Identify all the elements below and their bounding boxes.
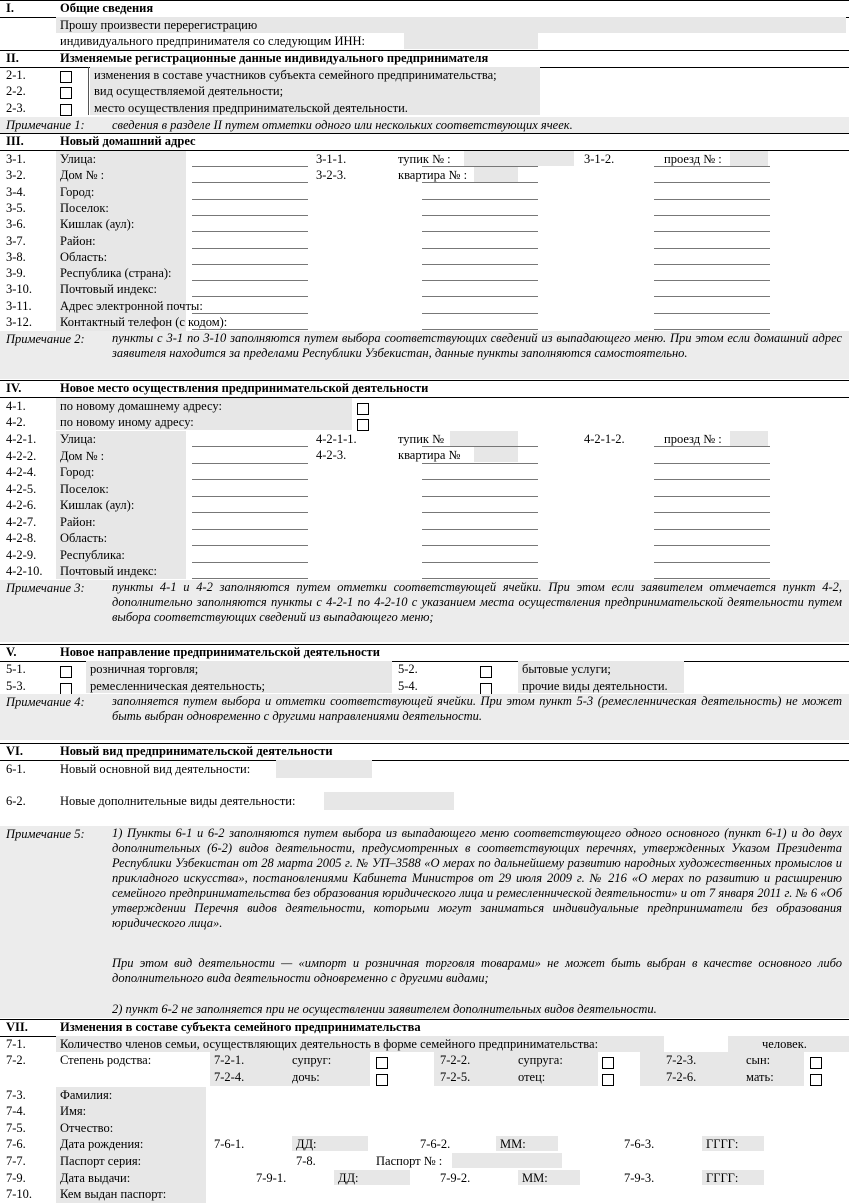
field-label: Новый основной вид деятельности: — [60, 762, 251, 776]
section-title: Общие сведения — [60, 1, 154, 15]
blank-line — [422, 299, 538, 314]
note-label: Примечание 5: — [6, 827, 85, 841]
note-text: 1) Пункты 6-1 и 6-2 заполняются путем выбора из выпадающего меню соответствующего одного основного (пункт 6-1) и до двух дополнительных (6-2) видов деятельности, предусмотренных в соответствующих перечнях, утвержденных Указом Президента Республики Узбекистан от 28 марта 2005 г. № УП–3588 «О мерах по дальнейшему развитию народных художественных промыслов и прикладного искусства», постановлениями Кабинета Министров от 29 июля 2009 г. № 216 «О мерах по развитию и расширению семейного предпринимательства без образования юридического лица и ремесленнической деятельности» и от 7 января 2011 г. № 6 «Об утверждении Перечня видов деятельности, которыми могут заниматься индивидуальные предприниматели без образования юридического лица». — [112, 826, 842, 930]
business-address-input[interactable] — [192, 531, 308, 546]
item-number: 7-6-1. — [214, 1137, 245, 1151]
item-number: 3-1. — [6, 152, 26, 166]
home-address-input[interactable] — [192, 217, 308, 232]
item-number: 7-6-3. — [624, 1137, 655, 1151]
item-number: 7-2. — [6, 1053, 26, 1067]
field-label: Поселок: — [60, 200, 109, 215]
field-label: Количество членов семьи, осуществляющих деятельность в форме семейного предпринимательства: — [60, 1037, 599, 1051]
item-number: 7-6-2. — [420, 1137, 451, 1151]
blank-line — [654, 250, 770, 265]
home-address-input[interactable] — [192, 168, 308, 183]
field-label: тупик № — [398, 432, 445, 446]
section-number: VII. — [6, 1020, 28, 1034]
home-address-input[interactable] — [192, 299, 308, 314]
item-number: 7-2-6. — [666, 1070, 697, 1084]
blank-line — [422, 185, 538, 200]
item-number: 7-5. — [6, 1121, 26, 1135]
business-address-input[interactable] — [192, 432, 308, 447]
item-number: 2-1. — [6, 68, 26, 82]
blank-line — [654, 548, 770, 563]
item-number: 7-3. — [6, 1088, 26, 1102]
item-number: 4-2-6. — [6, 498, 37, 512]
item-number: 4-2-2. — [6, 448, 37, 463]
option-label: по новому домашнему адресу: — [60, 399, 222, 413]
note-text: 2) пункт 6-2 не заполняется при не осуществлении заявителем дополнительных видов деятельности. — [112, 1002, 657, 1016]
section-number: V. — [6, 645, 17, 659]
field-label: Район: — [60, 514, 96, 529]
blank-line — [654, 465, 770, 480]
option-label: изменения в составе участников субъекта семейного предпринимательства; — [94, 68, 497, 82]
members-count-field[interactable] — [664, 1036, 728, 1052]
business-address-input[interactable] — [192, 564, 308, 579]
checkbox-wife[interactable] — [602, 1057, 614, 1069]
blank-line — [654, 168, 770, 183]
option-label: розничная торговля; — [90, 662, 199, 676]
field-apartment[interactable] — [474, 447, 518, 462]
note-text: заполняется путем выбора и отметки соответствующей ячейки. При этом пункт 5-3 (ремесленническая деятельность) не может быть выбран одновременно с другими направлениями деятельности. — [112, 694, 842, 723]
blank-line — [654, 564, 770, 579]
blank-line — [422, 548, 538, 563]
section-title: Новый вид предпринимательской деятельности — [60, 744, 333, 758]
note-label: Примечание 3: — [6, 581, 85, 595]
section-number: IV. — [6, 381, 22, 395]
checkbox-2-3[interactable] — [60, 104, 72, 116]
item-number: 4-2-3. — [316, 448, 347, 462]
item-number: 7-10. — [6, 1187, 33, 1201]
home-address-input[interactable] — [192, 152, 308, 167]
blank-line — [422, 564, 538, 579]
field-label: ММ: — [500, 1137, 526, 1151]
blank-line — [654, 185, 770, 200]
blank-line — [654, 498, 770, 513]
item-number: 4-1. — [6, 399, 26, 413]
item-number: 3-8. — [6, 249, 26, 264]
item-number: 7-6. — [6, 1137, 26, 1151]
item-number: 7-1. — [6, 1037, 26, 1051]
item-number: 4-2-10. — [6, 564, 43, 578]
main-activity-field[interactable] — [276, 760, 372, 778]
item-number: 6-1. — [6, 762, 26, 776]
relation-label: супруга: — [518, 1053, 563, 1067]
field-label: Город: — [60, 184, 95, 199]
item-number: 3-7. — [6, 233, 26, 248]
blank-line — [422, 250, 538, 265]
item-number: 4-2. — [6, 415, 26, 429]
field-label: тупик № : — [398, 152, 451, 166]
blank-line — [654, 299, 770, 314]
checkbox-2-1[interactable] — [60, 71, 72, 83]
item-number: 3-2-3. — [316, 168, 347, 182]
item-number: 5-2. — [398, 662, 418, 676]
blank-line — [654, 201, 770, 216]
item-number: 3-5. — [6, 200, 26, 215]
field-label: Паспорт № : — [376, 1154, 443, 1168]
business-address-input[interactable] — [192, 482, 308, 497]
item-number: 5-4. — [398, 679, 418, 693]
blank-line — [654, 266, 770, 281]
shade — [640, 1052, 804, 1086]
field-label: Город: — [60, 465, 95, 479]
field-label: ДД: — [296, 1137, 317, 1151]
item-number: 4-2-7. — [6, 514, 37, 529]
field-label: квартира № : — [398, 168, 468, 182]
option-label: бытовые услуги; — [522, 662, 611, 676]
item-number: 7-2-5. — [440, 1070, 471, 1084]
field-label: Улица: — [60, 432, 97, 446]
field-label: квартира № — [398, 448, 461, 462]
blank-line — [654, 282, 770, 297]
field-label: Фамилия: — [60, 1088, 113, 1102]
item-number: 4-2-5. — [6, 481, 37, 496]
home-address-input[interactable] — [192, 266, 308, 281]
item-number: 7-9-3. — [624, 1171, 655, 1185]
item-number: 7-2-2. — [440, 1053, 471, 1067]
item-number: 3-4. — [6, 184, 26, 199]
field-label: ММ: — [522, 1171, 548, 1185]
field-label: ГГГГ: — [706, 1137, 739, 1151]
blank-line — [654, 482, 770, 497]
inn-label: индивидуального предпринимателя со следующим ИНН: — [60, 34, 365, 48]
section-title: Новое место осуществления предпринимательской деятельности — [60, 381, 429, 395]
section-title: Изменяемые регистрационные данные индивидуального предпринимателя — [60, 51, 489, 65]
item-number: 5-3. — [6, 679, 26, 693]
item-number: 7-9-2. — [440, 1171, 471, 1185]
field-label: ГГГГ: — [706, 1171, 739, 1185]
blank-line — [422, 266, 538, 281]
relation-label: мать: — [746, 1070, 774, 1084]
field-label: Республика (страна): — [60, 266, 172, 281]
field-label: Дом № : — [60, 448, 105, 463]
option-label: по новому иному адресу: — [60, 415, 194, 429]
item-number: 6-2. — [6, 794, 26, 808]
blank-line — [654, 449, 770, 464]
divider — [88, 67, 89, 115]
field-label: Кем выдан паспорт: — [60, 1187, 167, 1201]
item-number: 2-2. — [6, 84, 26, 98]
item-number: 3-10. — [6, 282, 33, 297]
field-label: Республика: — [60, 547, 125, 562]
field-label: Кишлак (аул): — [60, 217, 135, 232]
note-label: Примечание 1: — [6, 118, 85, 132]
item-number: 4-2-9. — [6, 547, 37, 562]
item-number: 7-2-1. — [214, 1053, 245, 1067]
blank-line — [654, 315, 770, 330]
passport-number-field[interactable] — [452, 1153, 562, 1168]
note-label: Примечание 2: — [6, 332, 85, 346]
checkbox-5-2[interactable] — [480, 666, 492, 678]
field-label: Почтовый индекс: — [60, 282, 157, 297]
field-passage[interactable] — [730, 151, 768, 166]
blank-line — [654, 531, 770, 546]
checkbox-5-1[interactable] — [60, 666, 72, 678]
item-number: 3-12. — [6, 315, 33, 329]
home-address-input[interactable] — [192, 201, 308, 216]
field-label: ДД: — [338, 1171, 359, 1185]
note-label: Примечание 4: — [6, 695, 85, 709]
field-label: Район: — [60, 233, 96, 248]
item-number: 7-7. — [6, 1154, 26, 1168]
blank-line — [654, 217, 770, 232]
field-label: Отчество: — [60, 1121, 114, 1135]
note-text: пункты 4-1 и 4-2 заполняются путем отметки соответствующей ячейки. При этом если заявителем отмечается пункт 4-2, дополнительно заполняются пункты с 4-2-1 по 4-2-10 с указанием места осуществления предпринимательской деятельности путем выбора соответствующих сведений из выпадающего меню; — [112, 580, 842, 624]
option-label: вид осуществляемой деятельности; — [94, 84, 284, 98]
checkbox-4-1[interactable] — [357, 403, 369, 415]
section-title: Новый домашний адрес — [60, 134, 196, 148]
blank-line — [422, 315, 538, 330]
business-address-input[interactable] — [192, 515, 308, 530]
blank-line — [654, 515, 770, 530]
item-number: 7-4. — [6, 1104, 26, 1118]
item-number: 3-11. — [6, 298, 32, 313]
blank-line — [422, 465, 538, 480]
item-number: 3-1-1. — [316, 152, 347, 166]
field-label: Паспорт серия: — [60, 1154, 142, 1168]
blank-line — [422, 234, 538, 249]
relation-label: сын: — [746, 1053, 771, 1067]
home-address-input[interactable] — [192, 250, 308, 265]
field-label: Дата рождения: — [60, 1137, 144, 1151]
item-number: 7-8. — [296, 1154, 316, 1168]
section-number: III. — [6, 134, 24, 148]
blank-line — [422, 531, 538, 546]
item-number: 5-1. — [6, 662, 26, 676]
blank-line — [422, 217, 538, 232]
note-text: При этом вид деятельности — «импорт и розничная торговля товарами» не может быть выбран в качестве основного либо дополнительного вида деятельности одновременно с другими видами; — [112, 956, 842, 985]
field-label: проезд № : — [664, 432, 722, 446]
checkbox-mother[interactable] — [810, 1074, 822, 1086]
additional-activity-field[interactable] — [324, 792, 454, 810]
field-label: Почтовый индекс: — [60, 564, 157, 578]
item-number: 7-9. — [6, 1171, 26, 1185]
relation-label: супруг: — [292, 1053, 332, 1067]
blank-line — [422, 498, 538, 513]
field-label: Дата выдачи: — [60, 1171, 131, 1185]
field-label: Дом № : — [60, 168, 105, 183]
item-number: 2-3. — [6, 101, 26, 115]
option-label: место осуществления предпринимательской деятельности. — [94, 101, 408, 115]
field-label: проезд № : — [664, 152, 722, 166]
checkbox-daughter[interactable] — [376, 1074, 388, 1086]
note-text: сведения в разделе II путем отметки одного или нескольких соответствующих ячеек. — [112, 118, 573, 132]
field-dead-end[interactable] — [450, 431, 518, 446]
item-number: 3-1-2. — [584, 152, 615, 166]
field-label: Область: — [60, 249, 108, 264]
field-apartment[interactable] — [474, 167, 518, 182]
item-number: 4-2-1-1. — [316, 432, 357, 446]
item-number: 3-2. — [6, 168, 26, 183]
unit-label: человек. — [762, 1037, 807, 1051]
home-address-input[interactable] — [192, 315, 308, 330]
blank-line — [422, 201, 538, 216]
relation-label: отец: — [518, 1070, 546, 1084]
field-label: Область: — [60, 531, 108, 545]
relation-label: дочь: — [292, 1070, 320, 1084]
note-text: пункты с 3-1 по 3-10 заполняются путем выбора соответствующих сведений из выпадающего меню. При этом если домашний адрес заявителя находится за пределами Республики Узбекистан, данные пункты заполняются самостоятельно. — [112, 331, 842, 360]
checkbox-father[interactable] — [602, 1074, 614, 1086]
inn-field[interactable] — [404, 33, 538, 49]
business-address-input[interactable] — [192, 449, 308, 464]
field-label: Новые дополнительные виды деятельности: — [60, 794, 296, 808]
field-label: Имя: — [60, 1104, 87, 1118]
home-address-input[interactable] — [192, 234, 308, 249]
item-number: 7-2-3. — [666, 1053, 697, 1067]
field-dead-end[interactable] — [464, 151, 574, 166]
section-title: Новое направление предпринимательской деятельности — [60, 645, 380, 659]
field-label: Адрес электронной почты: — [60, 298, 203, 313]
item-number: 4-2-1-2. — [584, 432, 625, 446]
field-label: Улица: — [60, 152, 97, 166]
checkbox-son[interactable] — [810, 1057, 822, 1069]
item-number: 7-2-4. — [214, 1070, 245, 1084]
checkbox-2-2[interactable] — [60, 87, 72, 99]
section-number: VI. — [6, 744, 24, 758]
reregistration-text: Прошу произвести перерегистрацию — [60, 18, 258, 32]
section-number: II. — [6, 51, 19, 65]
business-address-input[interactable] — [192, 498, 308, 513]
field-passage[interactable] — [730, 431, 768, 446]
blank-line — [422, 515, 538, 530]
item-number: 3-9. — [6, 266, 26, 281]
section-title: Изменения в составе субъекта семейного предпринимательства — [60, 1020, 421, 1034]
business-address-input[interactable] — [192, 465, 308, 480]
blank-line — [654, 234, 770, 249]
checkbox-husband[interactable] — [376, 1057, 388, 1069]
section-number: I. — [6, 1, 14, 15]
item-number: 7-9-1. — [256, 1171, 287, 1185]
business-address-input[interactable] — [192, 548, 308, 563]
home-address-input[interactable] — [192, 185, 308, 200]
field-label: Поселок: — [60, 481, 109, 496]
option-label: ремесленническая деятельность; — [90, 679, 266, 693]
item-number: 4-2-1. — [6, 432, 37, 446]
option-label: прочие виды деятельности. — [522, 679, 668, 693]
blank-line — [422, 482, 538, 497]
field-label: Степень родства: — [60, 1053, 152, 1067]
field-label: Кишлак (аул): — [60, 498, 135, 512]
item-number: 4-2-4. — [6, 465, 37, 479]
item-number: 4-2-8. — [6, 531, 37, 545]
checkbox-4-2[interactable] — [357, 419, 369, 431]
field-label: Контактный телефон (с кодом): — [60, 315, 228, 329]
blank-line — [422, 282, 538, 297]
item-number: 3-6. — [6, 217, 26, 232]
home-address-input[interactable] — [192, 282, 308, 297]
